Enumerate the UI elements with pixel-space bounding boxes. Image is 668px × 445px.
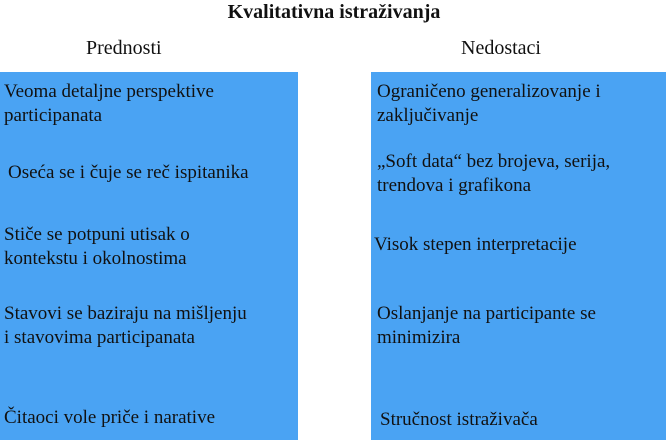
prednosti-item	[4, 406, 215, 430]
item-line: Čitaoci vole priče i narative	[4, 407, 216, 428]
prednosti-item	[8, 161, 249, 185]
item-line: Oseća se i čuje se reč ispitanika	[8, 162, 249, 183]
item-line: kontekstu i okolnostima	[4, 248, 187, 269]
item-line: Stavovi se baziraju na mišljenju	[4, 303, 247, 324]
item-line: Ograničeno generalizovanje i	[377, 81, 601, 102]
item-line: Veoma detaljne perspektive	[4, 81, 214, 102]
nedostaci-item	[377, 150, 610, 198]
nedostaci-item	[377, 80, 601, 128]
nedostaci-item	[377, 302, 596, 350]
nedostaci-item	[374, 233, 577, 257]
item-line: Oslanjanje na participante se	[377, 303, 596, 324]
column-heading-nedostaci: Nedostaci	[461, 37, 541, 59]
item-line: Stiče se potpuni utisak o	[4, 224, 190, 245]
item-line: minimizira	[377, 327, 461, 348]
item-line: „Soft data“ bez brojeva, serija,	[377, 151, 611, 172]
item-line: trendova i grafikona	[377, 175, 532, 196]
page-title: Kvalitativna istraživanja	[227, 1, 441, 23]
item-line: Visok stepen interpretacije	[374, 234, 577, 255]
nedostaci-item	[380, 408, 538, 432]
item-line: zaključivanje	[377, 105, 479, 126]
item-line: participanata	[4, 105, 103, 126]
prednosti-item	[4, 80, 214, 128]
prednosti-item	[4, 302, 247, 350]
column-heading-prednosti: Prednosti	[86, 37, 162, 59]
prednosti-item	[4, 223, 190, 271]
item-line: i stavovima participanata	[4, 327, 195, 348]
item-line: Stručnost istraživača	[380, 409, 538, 430]
